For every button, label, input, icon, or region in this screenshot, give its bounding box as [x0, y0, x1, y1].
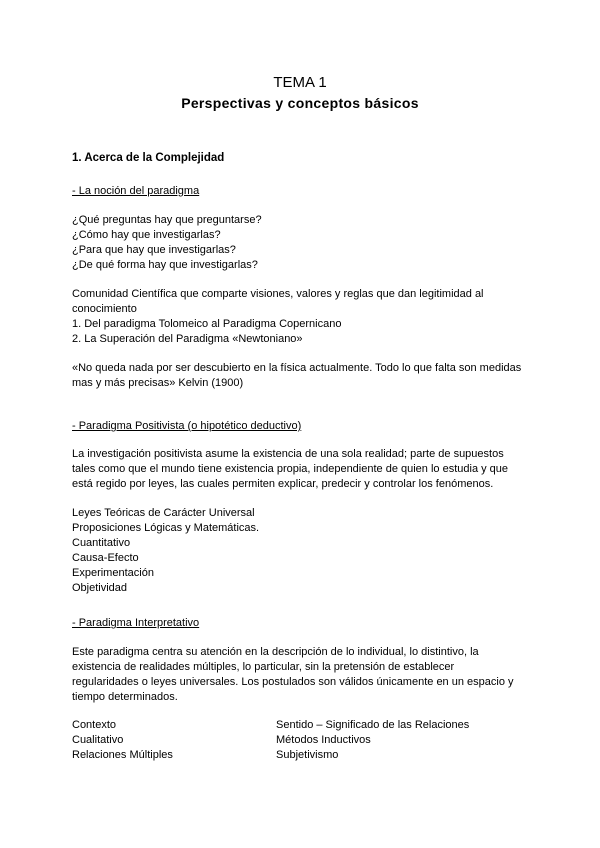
subsection-heading-positivist: - Paradigma Positivista (o hipotético deductivo)	[72, 420, 302, 432]
questions-list	[72, 213, 532, 273]
quote-line: mas y más precisas» Kelvin (1900)	[72, 377, 244, 389]
paragraph-line: existencia de realidades múltiples, lo particular, sin la pretensión de establecer	[72, 661, 455, 673]
question-item: ¿De qué forma hay que investigarlas?	[72, 259, 258, 271]
question-item: ¿Cómo hay que investigarlas?	[72, 229, 221, 241]
paragraph-line: Este paradigma centra su atención en la descripción de lo individual, lo distintivo, la	[72, 646, 479, 658]
subsection-heading-paradigm-notion: - La noción del paradigma	[72, 185, 200, 197]
paragraph-line: La investigación positivista asume la existencia de una sola realidad; parte de supuestos	[72, 448, 504, 460]
interpretive-traits-table	[72, 718, 532, 763]
trait-left: Contexto	[72, 719, 117, 731]
positivist-paragraph	[72, 447, 532, 492]
traits-row	[72, 733, 532, 748]
question-item: ¿Qué preguntas hay que preguntarse?	[72, 214, 262, 226]
paragraph-line: regularidades o leyes universales. Los postulados son válidos únicamente en un espacio y	[72, 676, 514, 688]
subsection-heading-interpretive: - Paradigma Interpretativo	[72, 617, 200, 629]
community-line: Comunidad Científica que comparte visiones, valores y reglas que dan legitimidad al	[72, 288, 484, 300]
paragraph-line: tiempo determinados.	[72, 691, 178, 703]
section-heading: 1. Acerca de la Complejidad	[72, 152, 225, 164]
community-definition	[72, 287, 532, 347]
trait-right: Métodos Inductivos	[276, 734, 371, 746]
paradigm-list-item: 2. La Superación del Paradigma «Newtoniano»	[72, 333, 303, 345]
kelvin-quote	[72, 361, 532, 391]
trait-item: Causa-Efecto	[72, 552, 139, 564]
trait-item: Proposiciones Lógicas y Matemáticas.	[72, 522, 260, 534]
page-subtitle: Perspectivas y conceptos básicos	[181, 95, 419, 111]
traits-row	[72, 748, 532, 763]
trait-item: Leyes Teóricas de Carácter Universal	[72, 507, 255, 519]
trait-item: Objetividad	[72, 582, 128, 594]
positivist-traits	[72, 506, 532, 596]
trait-right: Subjetivismo	[276, 749, 339, 761]
trait-item: Cuantitativo	[72, 537, 131, 549]
paragraph-line: está regido por leyes, las cuales permiten explicar, predecir y controlar los fenómenos.	[72, 478, 494, 490]
paragraph-line: tales como que el mundo tiene existencia propia, independiente de quien lo estudia y que	[72, 463, 509, 475]
trait-left: Cualitativo	[72, 734, 124, 746]
question-item: ¿Para que hay que investigarlas?	[72, 244, 236, 256]
trait-right: Sentido – Significado de las Relaciones	[276, 719, 470, 731]
traits-row	[72, 718, 532, 733]
quote-line: «No queda nada por ser descubierto en la física actualmente. Todo lo que falta son medidas	[72, 362, 522, 374]
community-line: conocimiento	[72, 303, 137, 315]
page-title: TEMA 1	[273, 74, 327, 91]
trait-left: Relaciones Múltiples	[72, 749, 173, 761]
paradigm-list-item: 1. Del paradigma Tolomeico al Paradigma Copernicano	[72, 318, 342, 330]
interpretive-paragraph	[72, 645, 532, 705]
trait-item: Experimentación	[72, 567, 154, 579]
